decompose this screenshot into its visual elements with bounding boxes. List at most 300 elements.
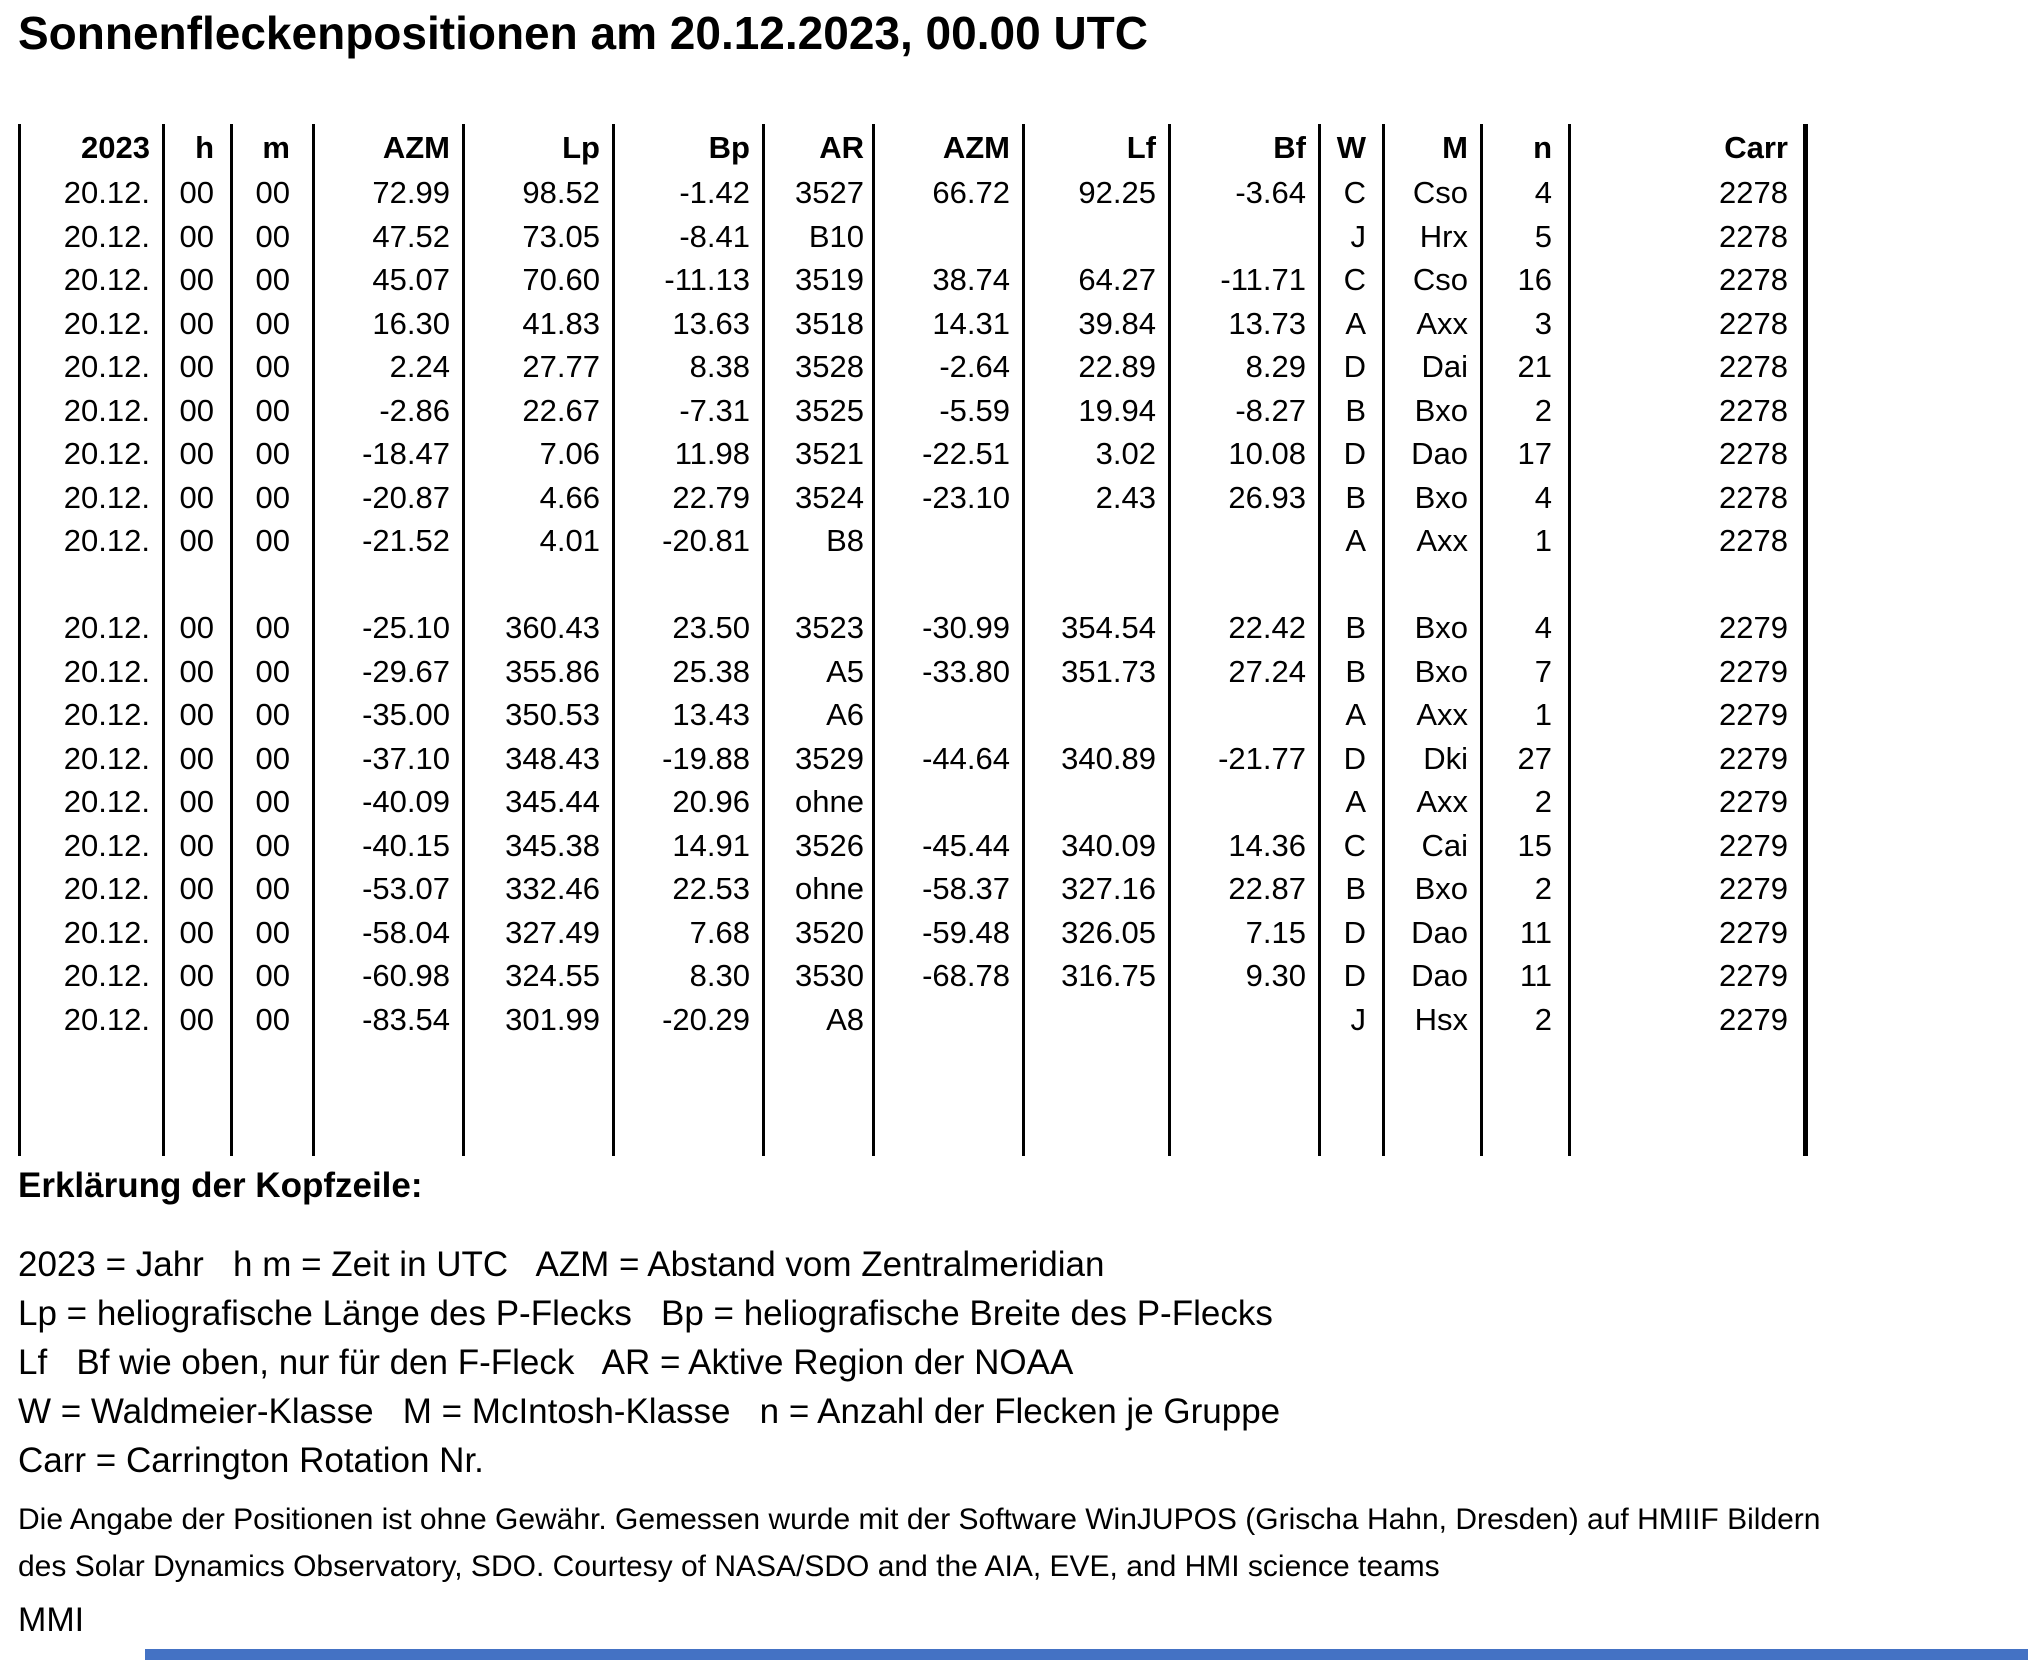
- column-header-bp: Bp: [708, 130, 750, 165]
- table-cell: 00: [255, 740, 290, 776]
- table-cell: 00: [255, 218, 290, 254]
- table-cell: 23.50: [672, 610, 750, 645]
- table-cell: -20.87: [362, 479, 450, 515]
- table-cell: 11: [1519, 914, 1552, 950]
- table-cell: 4: [1534, 610, 1552, 645]
- table-cell: -2.64: [939, 349, 1010, 384]
- table-cell: 348.43: [505, 740, 600, 776]
- table-cell: 22.87: [1228, 871, 1306, 906]
- table-cell: -2.86: [379, 392, 450, 428]
- table-cell: 3520: [795, 914, 864, 950]
- table-cell: 98.52: [522, 175, 600, 210]
- table-cell: 20.12.: [63, 262, 150, 297]
- table-cell: 00: [179, 784, 214, 819]
- table-cell: 20.12.: [63, 436, 150, 471]
- table-cell: 00: [179, 740, 214, 776]
- table-cell: 2.24: [389, 349, 450, 384]
- signature: MMI: [18, 1601, 85, 1639]
- table-cell: 00: [255, 914, 290, 950]
- table-cell: 72.99: [372, 175, 450, 210]
- table-cell: 22.89: [1078, 349, 1156, 384]
- table-cell: 14.31: [932, 305, 1010, 341]
- table-cell: [1025, 998, 1168, 1042]
- table-cell: 00: [255, 784, 290, 819]
- table-cell: 22.42: [1228, 610, 1306, 645]
- table-cell: 14.91: [672, 827, 750, 863]
- table-cell: 3526: [795, 827, 864, 863]
- table-cell: [1171, 519, 1318, 563]
- table-cell: 20.12.: [63, 175, 150, 210]
- table-cell: [875, 998, 1022, 1042]
- table-column-h: [165, 124, 233, 1156]
- table-cell: 00: [179, 610, 214, 645]
- table-cell: 7.06: [539, 436, 600, 471]
- table-cell: 13.73: [1228, 305, 1306, 341]
- table-cell: 20.12.: [63, 871, 150, 906]
- table-cell: 8.29: [1245, 349, 1306, 384]
- table-cell: 351.73: [1061, 653, 1156, 689]
- table-cell: 27: [1517, 740, 1552, 776]
- table-cell: 00: [255, 871, 290, 906]
- table-cell: Bxo: [1414, 392, 1468, 428]
- table-cell: 350.53: [505, 697, 600, 732]
- table-column-lp: [465, 124, 615, 1156]
- table-cell: B: [1345, 871, 1366, 906]
- table-cell: 3: [1534, 305, 1552, 341]
- table-cell: 3525: [795, 392, 864, 428]
- table-column-azm-p: [315, 124, 465, 1156]
- table-cell: 327.49: [505, 914, 600, 950]
- table-cell: 20.12.: [63, 697, 150, 732]
- table-cell: Cai: [1421, 827, 1468, 863]
- table-cell: ohne: [795, 871, 864, 906]
- table-cell: 3523: [795, 610, 864, 645]
- table-cell: Axx: [1416, 305, 1468, 341]
- table-cell: Bxo: [1414, 871, 1468, 906]
- table-cell: 00: [179, 653, 214, 689]
- table-cell: 00: [179, 1001, 214, 1037]
- table-cell: [875, 693, 1022, 737]
- table-cell: [1385, 563, 1480, 607]
- table-cell: D: [1343, 740, 1366, 776]
- table-cell: A: [1345, 697, 1366, 732]
- table-cell: Dao: [1411, 436, 1468, 471]
- table-cell: [1171, 780, 1318, 824]
- table-cell: 20.12.: [63, 958, 150, 993]
- table-cell: 70.60: [522, 262, 600, 297]
- table-cell: Axx: [1416, 523, 1468, 558]
- table-cell: 7.15: [1245, 914, 1306, 950]
- table-cell: 00: [255, 653, 290, 689]
- table-cell: 17: [1517, 436, 1552, 471]
- column-header-n: n: [1533, 130, 1552, 165]
- table-cell: 4: [1534, 479, 1552, 515]
- table-cell: 13.43: [672, 697, 750, 732]
- table-cell: Bxo: [1414, 610, 1468, 645]
- table-cell: 20.12.: [63, 1001, 150, 1037]
- table-cell: J: [1350, 218, 1366, 254]
- table-cell: 3527: [795, 175, 864, 210]
- table-cell: 9.30: [1245, 958, 1306, 993]
- table-cell: A: [1345, 305, 1366, 341]
- table-cell: [1025, 519, 1168, 563]
- table-cell: -40.15: [362, 827, 450, 863]
- table-cell: 2: [1534, 1001, 1552, 1037]
- table-cell: -5.59: [939, 392, 1010, 428]
- table-cell: 5: [1534, 218, 1552, 254]
- table-cell: 2278: [1719, 305, 1788, 341]
- table-cell: B: [1345, 392, 1366, 428]
- table-cell: Cso: [1412, 175, 1468, 210]
- table-cell: -58.37: [922, 871, 1010, 906]
- table-column-lf: [1025, 124, 1171, 1156]
- table-cell: [1171, 693, 1318, 737]
- table-cell: 00: [179, 697, 214, 732]
- column-header-lf: Lf: [1126, 130, 1156, 165]
- table-cell: 2278: [1719, 262, 1788, 297]
- table-cell: 00: [255, 392, 290, 428]
- table-column-mcintosh: [1385, 124, 1483, 1156]
- table-cell: 20.12.: [63, 653, 150, 689]
- table-cell: 340.09: [1061, 827, 1156, 863]
- table-cell: -21.52: [362, 523, 450, 558]
- table-cell: Axx: [1416, 784, 1468, 819]
- table-cell: 7.68: [689, 914, 750, 950]
- table-cell: 14.36: [1228, 827, 1306, 863]
- table-cell: [1025, 780, 1168, 824]
- table-cell: 2278: [1719, 392, 1788, 428]
- table-cell: 2: [1534, 392, 1552, 428]
- table-cell: [765, 563, 872, 607]
- table-cell: A: [1345, 784, 1366, 819]
- table-cell: 00: [255, 175, 290, 210]
- table-cell: 20.12.: [63, 349, 150, 384]
- table-cell: 00: [255, 958, 290, 993]
- table-cell: 20.12.: [63, 392, 150, 428]
- table-cell: 2279: [1719, 610, 1788, 645]
- table-cell: 00: [255, 827, 290, 863]
- table-cell: 27.77: [522, 349, 600, 384]
- table-cell: 15: [1517, 827, 1552, 863]
- legend-line: W = Waldmeier-Klasse M = McIntosh-Klasse n = Anzahl der Flecken je Gruppe: [18, 1392, 1281, 1431]
- table-cell: 38.74: [932, 262, 1010, 297]
- table-cell: 45.07: [372, 262, 450, 297]
- table-cell: -68.78: [922, 958, 1010, 993]
- table-cell: 00: [179, 523, 214, 558]
- table-cell: 2279: [1719, 914, 1788, 950]
- table-column-azm-f: [875, 124, 1025, 1156]
- table-cell: -53.07: [362, 871, 450, 906]
- table-cell: C: [1343, 262, 1366, 297]
- table-cell: 20.12.: [63, 610, 150, 645]
- table-cell: 00: [179, 262, 214, 297]
- table-cell: Dki: [1423, 740, 1468, 776]
- table-cell: 25.38: [672, 653, 750, 689]
- legend-heading: Erklärung der Kopfzeile:: [18, 1166, 423, 1205]
- table-cell: 2278: [1719, 218, 1788, 254]
- table-cell: [315, 563, 462, 607]
- table-cell: 00: [179, 349, 214, 384]
- table-cell: 340.89: [1061, 740, 1156, 776]
- table-cell: 2279: [1719, 784, 1788, 819]
- table-cell: [1171, 563, 1318, 607]
- table-cell: 7: [1534, 653, 1552, 689]
- table-cell: 20.12.: [63, 218, 150, 254]
- table-cell: 3528: [795, 349, 864, 384]
- table-cell: 00: [255, 523, 290, 558]
- table-cell: Dai: [1421, 349, 1468, 384]
- table-cell: 47.52: [372, 218, 450, 254]
- disclaimer: [18, 1496, 1820, 1590]
- table-cell: 20.12.: [63, 740, 150, 776]
- table-cell: B: [1345, 610, 1366, 645]
- table-cell: 20.12.: [63, 784, 150, 819]
- table-cell: 13.63: [672, 305, 750, 341]
- table-cell: [1171, 215, 1318, 259]
- table-column-year: [21, 124, 165, 1156]
- table-cell: 355.86: [505, 653, 600, 689]
- table-cell: 324.55: [505, 958, 600, 993]
- table-cell: -29.67: [362, 653, 450, 689]
- table-cell: 2279: [1719, 958, 1788, 993]
- table-cell: 00: [179, 175, 214, 210]
- table-cell: [875, 519, 1022, 563]
- table-cell: Dao: [1411, 914, 1468, 950]
- table-cell: 3524: [795, 479, 864, 515]
- table-cell: 2279: [1719, 871, 1788, 906]
- table-cell: 00: [179, 436, 214, 471]
- table-cell: 2278: [1719, 436, 1788, 471]
- table-cell: -18.47: [362, 436, 450, 471]
- table-cell: -20.81: [662, 523, 750, 558]
- table-cell: 00: [179, 392, 214, 428]
- table-cell: 22.53: [672, 871, 750, 906]
- table-cell: -8.41: [679, 218, 750, 254]
- table-cell: 10.08: [1228, 436, 1306, 471]
- bottom-accent-bar: [145, 1649, 2028, 1660]
- table-cell: [875, 780, 1022, 824]
- table-cell: Cso: [1412, 262, 1468, 297]
- table-cell: C: [1343, 175, 1366, 210]
- legend-line: Carr = Carrington Rotation Nr.: [18, 1441, 484, 1480]
- table-cell: J: [1350, 1001, 1366, 1037]
- table-cell: -45.44: [922, 827, 1010, 863]
- table-cell: 00: [255, 262, 290, 297]
- table-column-m: [233, 124, 315, 1156]
- table-cell: C: [1343, 827, 1366, 863]
- table-cell: 64.27: [1078, 262, 1156, 297]
- table-cell: 00: [179, 914, 214, 950]
- table-cell: 21: [1517, 349, 1552, 384]
- table-cell: 2278: [1719, 175, 1788, 210]
- table-cell: 8.38: [689, 349, 750, 384]
- table-cell: [1025, 215, 1168, 259]
- column-header-mcintosh: M: [1442, 130, 1468, 165]
- table-cell: D: [1343, 914, 1366, 950]
- table-cell: 20.96: [672, 784, 750, 819]
- table-cell: 4.01: [539, 523, 600, 558]
- table-cell: 2278: [1719, 523, 1788, 558]
- table-cell: -33.80: [922, 653, 1010, 689]
- table-cell: 301.99: [505, 1001, 600, 1037]
- table-cell: -35.00: [362, 697, 450, 732]
- table-cell: 345.44: [505, 784, 600, 819]
- table-cell: 4.66: [539, 479, 600, 515]
- table-cell: -7.31: [679, 392, 750, 428]
- table-cell: 11.98: [674, 436, 750, 471]
- table-column-bf: [1171, 124, 1321, 1156]
- table-cell: A6: [826, 697, 864, 732]
- table-cell: 1: [1534, 697, 1552, 732]
- table-cell: B8: [826, 523, 864, 558]
- table-cell: 20.12.: [63, 914, 150, 950]
- table-cell: -58.04: [362, 914, 450, 950]
- table-cell: -8.27: [1235, 392, 1306, 428]
- table-cell: -60.98: [362, 958, 450, 993]
- table-cell: 16.30: [372, 305, 450, 341]
- table-cell: 00: [255, 697, 290, 732]
- table-cell: 326.05: [1061, 914, 1156, 950]
- table-cell: [875, 563, 1022, 607]
- table-cell: [233, 563, 312, 607]
- legend-line: 2023 = Jahr h m = Zeit in UTC AZM = Abstand vom Zentralmeridian: [18, 1245, 1105, 1284]
- table-cell: 2278: [1719, 349, 1788, 384]
- disclaimer-line: Die Angabe der Positionen ist ohne Gewähr. Gemessen wurde mit der Software WinJUPOS (Grischa Hahn, Dresden) auf HMIIF Bildern: [18, 1503, 1821, 1536]
- table-cell: 3518: [795, 305, 864, 341]
- table-cell: 2279: [1719, 697, 1788, 732]
- table-cell: 00: [255, 305, 290, 341]
- column-header-carr: Carr: [1724, 130, 1788, 165]
- table-cell: B: [1345, 479, 1366, 515]
- table-cell: 00: [255, 610, 290, 645]
- table-cell: 26.93: [1228, 479, 1306, 515]
- column-header-ar: AR: [819, 130, 864, 165]
- table-cell: [165, 563, 230, 607]
- table-cell: 2: [1534, 784, 1552, 819]
- table-cell: 2279: [1719, 740, 1788, 776]
- table-cell: -83.54: [362, 1001, 450, 1037]
- column-header-lp: Lp: [562, 130, 600, 165]
- column-header-m: m: [262, 130, 290, 165]
- table-cell: 3529: [795, 740, 864, 776]
- legend: [18, 1240, 1280, 1485]
- table-cell: [1321, 563, 1382, 607]
- table-cell: 3530: [795, 958, 864, 993]
- table-cell: 19.94: [1078, 392, 1156, 428]
- table-cell: 00: [179, 305, 214, 341]
- table-cell: [615, 563, 762, 607]
- table-cell: -3.64: [1235, 175, 1306, 210]
- table-cell: [875, 215, 1022, 259]
- table-cell: [465, 563, 612, 607]
- table-cell: Bxo: [1414, 653, 1468, 689]
- table-cell: Dao: [1411, 958, 1468, 993]
- table-cell: -19.88: [662, 740, 750, 776]
- table-cell: 20.12.: [63, 305, 150, 341]
- table-cell: 00: [179, 871, 214, 906]
- table-cell: -30.99: [922, 610, 1010, 645]
- table-cell: Bxo: [1414, 479, 1468, 515]
- sunspot-position-table: [18, 124, 1808, 1156]
- table-cell: D: [1343, 349, 1366, 384]
- table-cell: 2279: [1719, 1001, 1788, 1037]
- table-column-w: [1321, 124, 1385, 1156]
- table-cell: -23.10: [922, 479, 1010, 515]
- table-cell: 20.12.: [63, 523, 150, 558]
- table-cell: 00: [255, 1001, 290, 1037]
- table-cell: 1: [1534, 523, 1552, 558]
- table-cell: Axx: [1416, 697, 1468, 732]
- table-cell: D: [1343, 436, 1366, 471]
- table-column-bp: [615, 124, 765, 1156]
- table-cell: 332.46: [505, 871, 600, 906]
- table-cell: -44.64: [922, 740, 1010, 776]
- table-cell: A5: [826, 653, 864, 689]
- table-cell: -11.13: [664, 262, 750, 297]
- table-cell: 00: [179, 479, 214, 515]
- table-cell: -40.09: [362, 784, 450, 819]
- table-cell: 73.05: [522, 218, 600, 254]
- table-cell: [1171, 998, 1318, 1042]
- table-cell: A8: [826, 1001, 864, 1037]
- table-cell: -25.10: [362, 610, 450, 645]
- table-cell: 327.16: [1061, 871, 1156, 906]
- table-cell: 41.83: [522, 305, 600, 341]
- table-cell: [1483, 563, 1568, 607]
- column-header-bf: Bf: [1273, 130, 1306, 165]
- table-cell: [1025, 693, 1168, 737]
- table-cell: Hsx: [1414, 1001, 1468, 1037]
- table-column-carr: [1571, 124, 1808, 1156]
- table-column-ar: [765, 124, 875, 1156]
- page-title: Sonnenfleckenpositionen am 20.12.2023, 00.00 UTC: [18, 7, 1148, 59]
- table-cell: 354.54: [1061, 610, 1156, 645]
- table-cell: 3519: [795, 262, 864, 297]
- table-cell: 11: [1519, 958, 1552, 993]
- table-cell: 2: [1534, 871, 1552, 906]
- table-cell: 4: [1534, 175, 1552, 210]
- table-cell: 316.75: [1061, 958, 1156, 993]
- disclaimer-line: des Solar Dynamics Observatory, SDO. Courtesy of NASA/SDO and the AIA, EVE, and HMI science teams: [18, 1550, 1440, 1583]
- table-cell: 8.30: [689, 958, 750, 993]
- table-column-n: [1483, 124, 1571, 1156]
- table-cell: 66.72: [932, 175, 1010, 210]
- table-cell: 00: [255, 479, 290, 515]
- table-cell: 00: [179, 958, 214, 993]
- table-cell: -1.42: [679, 175, 750, 210]
- table-cell: -59.48: [922, 914, 1010, 950]
- table-cell: 27.24: [1228, 653, 1306, 689]
- legend-line: Lp = heliografische Länge des P-Flecks Bp = heliografische Breite des P-Flecks: [18, 1294, 1273, 1333]
- table-cell: 92.25: [1078, 175, 1156, 210]
- table-cell: 39.84: [1078, 305, 1156, 341]
- column-header-h: h: [195, 130, 214, 165]
- legend-line: Lf Bf wie oben, nur für den F-Fleck AR = Aktive Region der NOAA: [18, 1343, 1074, 1382]
- table-cell: D: [1343, 958, 1366, 993]
- table-cell: -11.71: [1220, 262, 1306, 297]
- table-cell: 2.43: [1095, 479, 1156, 515]
- column-header-year: 2023: [81, 130, 150, 165]
- table-cell: 3521: [795, 436, 864, 471]
- table-cell: ohne: [795, 784, 864, 819]
- table-cell: 345.38: [505, 827, 600, 863]
- table-cell: Hrx: [1419, 218, 1468, 254]
- table-cell: B10: [808, 218, 864, 254]
- table-cell: 22.79: [672, 479, 750, 515]
- table-cell: 22.67: [522, 392, 600, 428]
- column-header-azm-p: AZM: [382, 130, 450, 165]
- table-cell: -21.77: [1218, 740, 1306, 776]
